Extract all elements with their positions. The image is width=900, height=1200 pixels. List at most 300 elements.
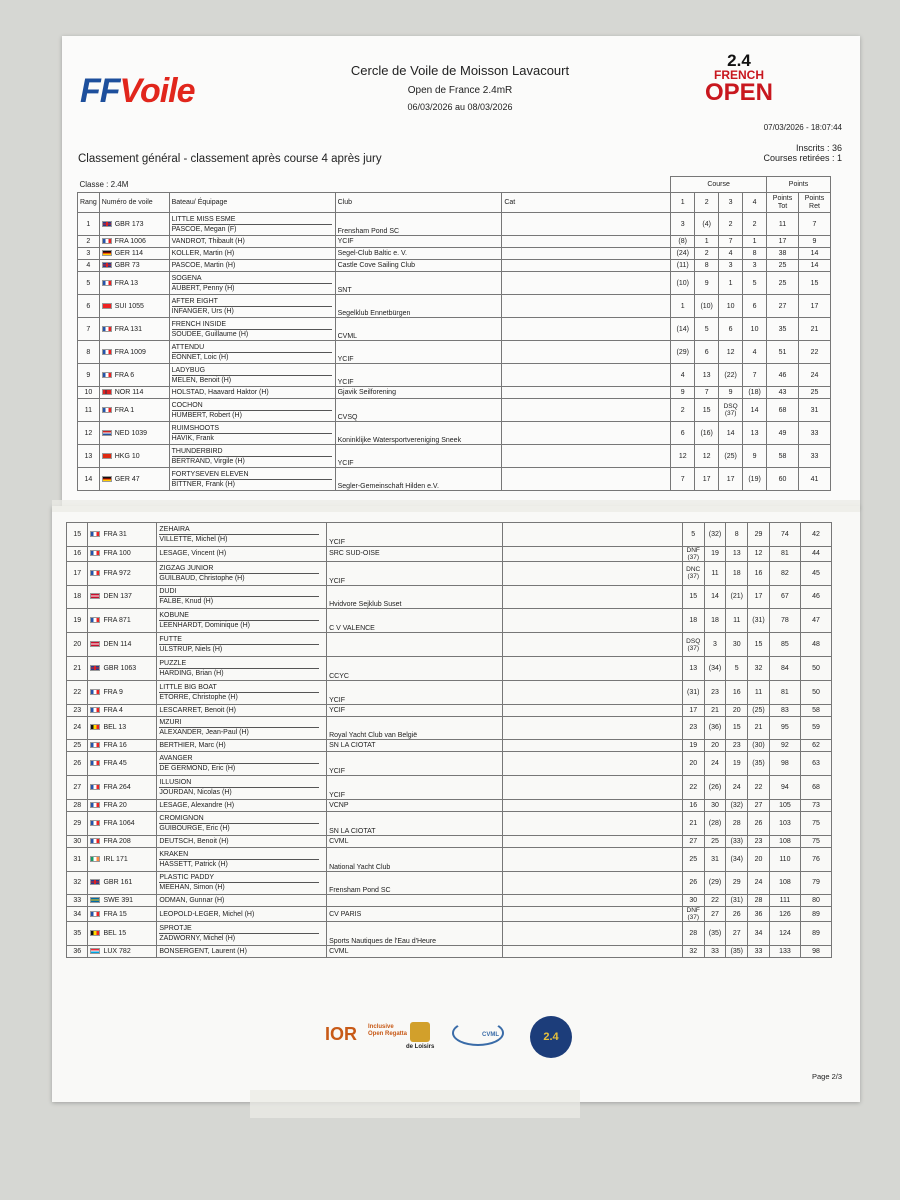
boat-crew-cell <box>157 752 327 776</box>
category-cell <box>502 445 671 468</box>
flag-icon <box>90 570 100 576</box>
flag-icon <box>90 531 100 537</box>
race-1-score: 19 <box>682 740 704 752</box>
club-cell: Sports Nautiques de l'Eau d'Heure <box>327 922 503 946</box>
flag-icon <box>90 724 100 730</box>
race-1-score: 27 <box>682 835 704 847</box>
club-cell: YCIF <box>335 445 502 468</box>
race-4-score: 4 <box>743 341 767 364</box>
sail-number-cell <box>99 248 169 260</box>
boat-name: PLASTIC PADDY <box>159 873 319 883</box>
points-total: 92 <box>769 740 800 752</box>
crew-name: LESAGE, Vincent (H) <box>159 550 227 558</box>
flag-icon <box>102 238 112 244</box>
race-2-score: (26) <box>704 776 726 800</box>
race-3-score: DSQ (37) <box>719 399 743 422</box>
category-cell <box>502 295 671 318</box>
flag-icon <box>90 593 100 599</box>
race-1-score: 1 <box>671 295 695 318</box>
sail-number: FRA 20 <box>103 801 127 809</box>
rank-cell: 35 <box>67 922 88 946</box>
category-cell <box>503 633 683 657</box>
col-course-3: 3 <box>719 193 743 213</box>
race-3-score: (22) <box>719 364 743 387</box>
club-cell: YCIF <box>327 752 503 776</box>
race-4-score: 11 <box>748 680 770 704</box>
flag-icon <box>90 665 100 671</box>
flag-icon <box>90 784 100 790</box>
points-retained: 89 <box>800 922 831 946</box>
race-1-score: 25 <box>682 847 704 871</box>
race-2-score: 31 <box>704 847 726 871</box>
club-cell: CVML <box>335 318 502 341</box>
race-2-score: 1 <box>695 236 719 248</box>
race-3-score: 12 <box>719 341 743 364</box>
col-points-ret: Points Ret <box>798 193 830 213</box>
points-total: 110 <box>769 847 800 871</box>
race-4-score: (35) <box>748 752 770 776</box>
boat-crew-cell <box>157 546 327 561</box>
sail-number: FRA 264 <box>103 784 131 792</box>
points-retained: 75 <box>800 811 831 835</box>
rank-cell: 33 <box>67 895 88 907</box>
race-3-score: 13 <box>726 546 748 561</box>
class-label: Classe : 2.4M <box>78 177 671 193</box>
points-retained: 50 <box>800 656 831 680</box>
race-1-score: 20 <box>682 752 704 776</box>
category-cell <box>503 716 683 740</box>
points-total: 43 <box>767 387 799 399</box>
race-3-score: 24 <box>726 776 748 800</box>
points-total: 108 <box>769 835 800 847</box>
crew-name: ODMAN, Gunnar (H) <box>159 897 225 905</box>
crew-name: HOLSTAD, Haavard Haktor (H) <box>171 389 269 396</box>
category-cell <box>502 236 671 248</box>
table-row <box>67 946 832 958</box>
crew-name: BONSERGENT, Laurent (H) <box>159 948 247 956</box>
race-3-score: (35) <box>726 946 748 958</box>
sail-number: DEN 114 <box>103 641 132 649</box>
race-1-score: 18 <box>682 609 704 633</box>
boat-name: CROMIGNON <box>159 814 319 824</box>
crew-name: ZADWORNY, Michel (H) <box>159 935 236 943</box>
race-4-score: 26 <box>748 811 770 835</box>
sail-number: FRA 208 <box>103 837 131 845</box>
rank-cell: 23 <box>67 704 88 716</box>
club-cell: SN LA CIOTAT <box>327 811 503 835</box>
boat-name: DUDI <box>159 587 319 597</box>
points-total: 81 <box>769 546 800 561</box>
category-cell <box>503 561 683 585</box>
table-row <box>67 776 832 800</box>
points-retained: 75 <box>800 835 831 847</box>
rank-cell: 22 <box>67 680 88 704</box>
sail-number-cell <box>88 907 157 922</box>
race-4-score: 29 <box>748 523 770 547</box>
club-cell: YCIF <box>327 704 503 716</box>
boat-crew-cell <box>157 656 327 680</box>
sail-number-cell <box>99 213 169 236</box>
race-3-score: 6 <box>719 318 743 341</box>
category-cell <box>502 468 671 491</box>
sail-number-cell <box>88 847 157 871</box>
table-row <box>67 609 832 633</box>
race-3-score: 28 <box>726 811 748 835</box>
table-row <box>78 387 831 399</box>
category-cell <box>503 922 683 946</box>
race-2-score: 33 <box>704 946 726 958</box>
race-3-score: 29 <box>726 871 748 895</box>
col-club: Club <box>335 193 502 213</box>
club-cell: Royal Yacht Club van België <box>327 716 503 740</box>
boat-crew-cell <box>157 523 327 547</box>
sail-number: NED 1039 <box>114 429 148 437</box>
boat-name: ZIGZAG JUNIOR <box>159 564 319 574</box>
sail-number: FRA 131 <box>114 325 142 333</box>
category-cell <box>503 680 683 704</box>
sail-number: GER 47 <box>114 475 140 483</box>
sail-number-cell <box>88 561 157 585</box>
table-row <box>78 364 831 387</box>
col-rang: Rang <box>78 193 100 213</box>
points-retained: 80 <box>800 895 831 907</box>
boat-crew-cell <box>157 895 327 907</box>
race-3-score: 3 <box>719 260 743 272</box>
rank-cell: 34 <box>67 907 88 922</box>
club-cell: CVML <box>327 946 503 958</box>
race-1-score: (10) <box>671 272 695 295</box>
sail-number: FRA 100 <box>103 550 131 558</box>
race-2-score: (4) <box>695 213 719 236</box>
page-number: Page 2/3 <box>811 1072 842 1081</box>
race-2-score: 8 <box>695 260 719 272</box>
points-total: 81 <box>769 680 800 704</box>
category-cell <box>503 585 683 609</box>
race-2-score: 30 <box>704 799 726 811</box>
points-retained: 44 <box>800 546 831 561</box>
points-total: 25 <box>767 272 799 295</box>
points-total: 85 <box>769 633 800 657</box>
race-1-score: (31) <box>682 680 704 704</box>
points-total: 25 <box>767 260 799 272</box>
flag-icon <box>90 897 100 903</box>
race-1-score: 6 <box>671 422 695 445</box>
race-4-score: (30) <box>748 740 770 752</box>
sail-number: GBR 73 <box>114 262 140 269</box>
organizer-title: Cercle de Voile de Moisson Lavacourt <box>350 63 570 78</box>
category-cell <box>502 318 671 341</box>
race-3-score: 20 <box>726 704 748 716</box>
category-cell <box>503 811 683 835</box>
race-1-score: 2 <box>671 399 695 422</box>
rank-cell: 6 <box>78 295 100 318</box>
race-3-score: 16 <box>726 680 748 704</box>
race-2-score: 6 <box>695 341 719 364</box>
points-total: 17 <box>767 236 799 248</box>
category-cell <box>502 422 671 445</box>
race-3-score: 5 <box>726 656 748 680</box>
points-total: 108 <box>769 871 800 895</box>
boat-crew-cell <box>169 445 335 468</box>
club-cell <box>327 633 503 657</box>
sail-number-cell <box>99 422 169 445</box>
points-retained: 98 <box>800 946 831 958</box>
club-cell: Castle Cove Sailing Club <box>335 260 502 272</box>
sail-number-cell <box>99 260 169 272</box>
points-total: 111 <box>769 895 800 907</box>
race-4-score: 7 <box>743 364 767 387</box>
rank-cell: 9 <box>78 364 100 387</box>
rank-cell: 29 <box>67 811 88 835</box>
points-retained: 31 <box>798 399 830 422</box>
col-cat: Cat <box>502 193 671 213</box>
points-total: 84 <box>769 656 800 680</box>
race-4-score: 6 <box>743 295 767 318</box>
flag-icon <box>102 250 112 256</box>
sail-number-cell <box>99 295 169 318</box>
race-1-score: 16 <box>682 799 704 811</box>
race-4-score: (19) <box>743 468 767 491</box>
points-retained: 24 <box>798 364 830 387</box>
crew-name: PASCOE, Megan (F) <box>171 225 237 233</box>
race-4-score: 33 <box>748 946 770 958</box>
points-retained: 73 <box>800 799 831 811</box>
table-row <box>67 656 832 680</box>
crew-name: LESCARRET, Benoit (H) <box>159 706 237 714</box>
sail-number: FRA 972 <box>103 569 131 577</box>
points-retained: 14 <box>798 260 830 272</box>
club-cell: YCIF <box>335 236 502 248</box>
race-1-score: DSQ (37) <box>682 633 704 657</box>
boat-crew-cell <box>157 946 327 958</box>
col-course-2: 2 <box>695 193 719 213</box>
table-row <box>78 272 831 295</box>
points-retained: 33 <box>798 422 830 445</box>
flag-icon <box>90 930 100 936</box>
points-retained: 50 <box>800 680 831 704</box>
boat-crew-cell <box>157 609 327 633</box>
sail-number-cell <box>88 871 157 895</box>
points-total: 74 <box>769 523 800 547</box>
race-1-score: 7 <box>671 468 695 491</box>
cvml-label: CVML <box>482 1032 499 1038</box>
points-retained: 14 <box>798 248 830 260</box>
crew-name: MELEN, Benoit (H) <box>171 376 232 384</box>
crew-name: GUIBOURGE, Eric (H) <box>159 824 230 832</box>
table-row <box>67 835 832 847</box>
category-cell <box>502 248 671 260</box>
boat-crew-cell <box>169 213 335 236</box>
flag-icon <box>90 689 100 695</box>
boat-crew-cell <box>157 776 327 800</box>
flag-icon <box>90 617 100 623</box>
sail-number-cell <box>88 799 157 811</box>
race-4-score: (25) <box>748 704 770 716</box>
flag-icon <box>90 856 100 862</box>
boat-crew-cell <box>157 704 327 716</box>
flag-icon <box>102 407 112 413</box>
sail-number-cell <box>99 468 169 491</box>
boat-name: AVANGER <box>159 754 319 764</box>
rank-cell: 19 <box>67 609 88 633</box>
tape-strip-bottom <box>250 1090 580 1118</box>
race-1-score: 26 <box>682 871 704 895</box>
race-4-score: 13 <box>743 422 767 445</box>
category-cell <box>503 609 683 633</box>
table-row <box>67 740 832 752</box>
race-3-score: 9 <box>719 387 743 399</box>
race-3-score: (32) <box>726 799 748 811</box>
sail-number: FRA 15 <box>103 910 127 918</box>
points-total: 124 <box>769 922 800 946</box>
sail-number-cell <box>88 704 157 716</box>
category-cell <box>503 704 683 716</box>
table-row <box>67 752 832 776</box>
points-retained: 21 <box>798 318 830 341</box>
race-2-score: 3 <box>704 633 726 657</box>
sail-number: FRA 16 <box>103 742 127 750</box>
crew-name: MEEHAN, Simon (H) <box>159 884 225 892</box>
boat-crew-cell <box>157 585 327 609</box>
rank-cell: 8 <box>78 341 100 364</box>
flag-icon <box>90 802 100 808</box>
boat-name: PUZZLE <box>159 659 319 669</box>
crew-name: GUILBAUD, Christophe (H) <box>159 574 245 582</box>
race-1-score: (24) <box>671 248 695 260</box>
boat-crew-cell <box>157 716 327 740</box>
boat-crew-cell <box>157 847 327 871</box>
points-total: 51 <box>767 341 799 364</box>
sail-number: GBR 173 <box>114 220 144 228</box>
crew-name: SOUDEE, Guillaume (H) <box>171 330 249 338</box>
race-3-score: (33) <box>726 835 748 847</box>
points-retained: 9 <box>798 236 830 248</box>
table-row <box>78 468 831 491</box>
table-row <box>67 523 832 547</box>
sail-number: FRA 1006 <box>114 238 146 245</box>
sail-number-cell <box>88 585 157 609</box>
rank-cell: 17 <box>67 561 88 585</box>
table-row <box>67 907 832 922</box>
sail-number: BEL 13 <box>103 724 127 732</box>
rank-cell: 13 <box>78 445 100 468</box>
rank-cell: 32 <box>67 871 88 895</box>
col-bateau: Bateau/ Équipage <box>169 193 335 213</box>
race-1-score: 23 <box>682 716 704 740</box>
rank-cell: 12 <box>78 422 100 445</box>
rank-cell: 1 <box>78 213 100 236</box>
sail-number: IRL 171 <box>103 855 128 863</box>
race-2-score: (36) <box>704 716 726 740</box>
print-timestamp: 07/03/2026 - 18:07:44 <box>763 123 842 132</box>
race-4-score: 28 <box>748 895 770 907</box>
race-3-score: 19 <box>726 752 748 776</box>
race-2-score: 27 <box>704 907 726 922</box>
tape-strip <box>52 500 860 512</box>
category-cell <box>502 272 671 295</box>
race-4-score: 14 <box>743 399 767 422</box>
crew-name: KOLLER, Martin (H) <box>171 250 235 257</box>
table-row <box>78 341 831 364</box>
sponsor-logos <box>320 1016 580 1066</box>
flag-icon <box>102 280 112 286</box>
points-retained: 59 <box>800 716 831 740</box>
sail-number: NOR 114 <box>114 389 144 396</box>
rank-cell: 30 <box>67 835 88 847</box>
race-2-score: 17 <box>695 468 719 491</box>
race-1-score: 4 <box>671 364 695 387</box>
boat-name: MZURI <box>159 718 319 728</box>
rank-cell: 2 <box>78 236 100 248</box>
sail-number: LUX 782 <box>103 948 131 956</box>
club-cell: YCIF <box>327 561 503 585</box>
sail-number: FRA 31 <box>103 530 127 538</box>
club-cell: CVSQ <box>335 399 502 422</box>
boat-crew-cell <box>169 295 335 318</box>
boat-crew-cell <box>169 318 335 341</box>
col-points-tot: Points Tot <box>767 193 799 213</box>
rank-cell: 7 <box>78 318 100 341</box>
race-2-score: 12 <box>695 445 719 468</box>
sail-number-cell <box>88 776 157 800</box>
points-retained: 76 <box>800 847 831 871</box>
boat-name: THUNDERBIRD <box>172 447 332 457</box>
sail-number-cell <box>88 835 157 847</box>
rank-cell: 26 <box>67 752 88 776</box>
race-3-score: 2 <box>719 213 743 236</box>
points-total: 82 <box>769 561 800 585</box>
category-cell <box>503 523 683 547</box>
col-numero: Numéro de voile <box>99 193 169 213</box>
category-cell <box>502 399 671 422</box>
points-header: Points <box>767 177 831 193</box>
race-1-score: 9 <box>671 387 695 399</box>
crew-name: HARDING, Brian (H) <box>159 669 224 677</box>
race-1-score: 21 <box>682 811 704 835</box>
flag-icon <box>102 349 112 355</box>
flag-icon <box>102 372 112 378</box>
crew-name: BERTRAND, Virgile (H) <box>171 457 245 465</box>
crew-name: BITTNER, Frank (H) <box>171 480 236 488</box>
crew-name: HASSETT, Patrick (H) <box>159 860 228 868</box>
race-2-score: 18 <box>704 609 726 633</box>
race-2-score: 25 <box>704 835 726 847</box>
race-4-score: 9 <box>743 445 767 468</box>
points-total: 126 <box>769 907 800 922</box>
flag-icon <box>90 760 100 766</box>
table-header-top <box>78 177 831 193</box>
race-3-score: 18 <box>726 561 748 585</box>
sail-number: DEN 137 <box>103 593 132 601</box>
race-1-score: DNF (37) <box>682 546 704 561</box>
crew-name: ETORRE, Christophe (H) <box>159 693 238 701</box>
crew-name: EONNET, Loic (H) <box>171 353 229 361</box>
table-header-columns <box>78 193 831 213</box>
crew-name: BERTHIER, Marc (H) <box>159 742 226 750</box>
club-cell: CV PARIS <box>327 907 503 922</box>
base-loisirs-icon <box>410 1022 430 1042</box>
race-2-score: 13 <box>695 364 719 387</box>
sail-number-cell <box>99 387 169 399</box>
rank-cell: 18 <box>67 585 88 609</box>
boat-crew-cell <box>157 922 327 946</box>
sail-number-cell <box>88 946 157 958</box>
sail-number: HKG 10 <box>114 452 140 460</box>
crew-name: DE GERMOND, Eric (H) <box>159 765 236 773</box>
points-total: 133 <box>769 946 800 958</box>
boat-name: ILLUSION <box>159 778 319 788</box>
race-2-score: 23 <box>704 680 726 704</box>
